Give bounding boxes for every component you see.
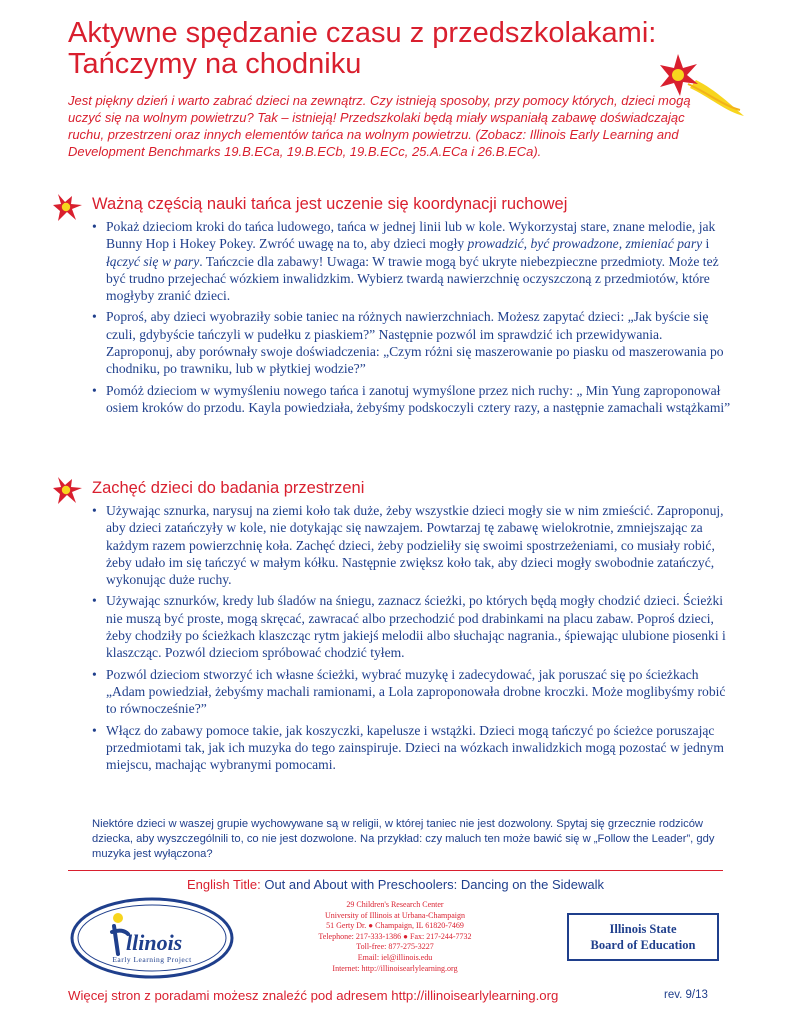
isbe-logo-line2: Board of Education [590,938,696,952]
contact-email: Email: iel@illinois.edu [357,952,433,962]
page-title-line2: Tańczymy na chodniku [68,48,362,80]
list-item: • Pomóż dzieciom w wymyśleniu nowego tańca i zanotuj wymyślone przez nich ruchy: „ Min Yung zaproponował osiem kroków do przodu. Kayla powiedziała, żebyśmy podskoczyli cztery razy, a następnie zamachali wstążkami” [92,382,732,417]
english-title [68,877,723,892]
contact-website: Internet: http://illinoisearlylearning.org [332,963,458,973]
list-item: • Pozwól dzieciom stworzyć ich własne ścieżki, wybrać muzykę i zadecydować, jak poruszać się po ścieżkach „Adam powiedział, żebyśmy machali ramionami, a Lola zaproponowała drobne kroczki. Może moglibyśmy robić to równocześnie?” [92,666,732,718]
coordination-list [92,218,732,420]
list-item: • Pokaż dzieciom kroki do tańca ludowego, tańca w jednej linii lub w kole. Wykorzystaj stare, znane melodie, jak Bunny Hop i Hokey Pokey. Zwróć uwagę na to, aby dzieci mogły prowadzić, być prowadzone, zmieniać pary i łączyć się w pary. Tańczcie dla zabawy! Uwaga: W trawie mogą być ukryte niebezpieczne przedmioty. Może też być trudno przejechać wózkiem inwalidzkim. Wybierz twardą nawierzchnię oczyszczoną z przedmiotów, które mogłyby zranić dzieci. [92,218,732,304]
list-item: • Poproś, aby dzieci wyobraziły sobie taniec na różnych nawierzchniach. Możesz zapytać dzieci: „Jak byście się czuli, gdybyście tańczyli w pudełku z piaskiem?” Następnie pozwól im sprawdzić ich przewidywania. Zaproponuj, aby porównały swoje doświadczenia: „Czym różni się maszerowanie po piasku od maszerowania po chodniku, po trawniku, lub w płytkiej wodzie?” [92,308,732,377]
contact-line: University of Illinois at Urbana-Champaign [325,910,465,920]
divider [68,870,723,871]
revision-label: rev. 9/13 [664,989,708,1001]
contact-line: Toll-free: 877-275-3227 [356,942,434,952]
english-title-label: English Title: [187,877,261,892]
star-bullet-icon [52,193,86,223]
isbe-logo [567,913,719,961]
star-bullet-icon [52,476,86,506]
footer-text: Więcej stron z poradami możesz znaleźć pod adresem http://illinoisearlylearning.org [68,988,559,1003]
contact-line: 51 Gerty Dr. ● Champaign, IL 61820-7469 [326,921,464,931]
isbe-logo-line1: Illinois State [609,922,677,936]
logo-left-main: llinois [126,930,183,955]
illinois-early-learning-logo [68,896,236,980]
list-item: • Używając sznurków, kredy lub śladów na śniegu, zaznacz ścieżki, po których będą mogły chodzić dzieci. Ścieżki nie muszą być proste, mogą skręcać, zawracać albo przechodzić pod drabinkami na placu zabaw. Poproś dzieci, żeby chodziły po ścieżkach klaszcząc rytm jakiejś melodii albo słuchając nagrania., śpiewając ulubione piosenki i klaszcząc. Pozwól dzieciom spróbować chodzić tyłem. [92,592,732,661]
religion-note: Niektóre dzieci w waszej grupie wychowywane są w religii, w której taniec nie jest dozwolony. Spytaj się grzecznie rodziców dziecka, aby wyszczególnili to, co nie jest dozwolone. Na przykład: czy maluch ten może bawić się w „Follow the Leader”, gdy muzyka jest wyłączona? [92,818,715,860]
contact-block [280,900,510,974]
contact-line: Telephone: 217-333-1386 ● Fax: 217-244-7732 [318,931,472,941]
page-title [68,18,728,80]
logo-left-sub: Early Learning Project [112,955,192,964]
list-item: • Używając sznurka, narysuj na ziemi koło tak duże, żeby wszystkie dzieci mogły sie w nim zmieścić. Zaproponuj, aby dzieci zatańczyły w kole, nie dotykając się nawzajem. Powtarzaj tę zabawę wielokrotnie, zmniejszając za każdym razem powierzchnię koła. Zachęć dzieci, żeby podzieliły się swoimi spostrzeżeniami, co musiały robić, żeby udało im się tańczyć w małym kółku. Następnie zwiększ koło tak, aby dzieci mogły swobodnie zatańczyć, wykonując duże ruchy. [92,502,732,588]
english-title-text: Out and About with Preschoolers: Dancing on the Sidewalk [260,877,604,892]
section-heading-coordination: Ważną częścią nauki tańca jest uczenie się koordynacji ruchowej [92,195,568,213]
intro-text: Jest piękny dzień i warto zabrać dzieci na zewnątrz. Czy istnieją sposoby, przy pomocy których, dzieci mogą uczyć się na wolnym powietrzu? Tak – istnieją! Przedszkolaki będą miały wspaniałą zabawę doświadczając ruchu, przestrzeni oraz innych elementów tańca na wolnym powietrzu. (Zobacz: Illinois Early Learning and Development Benchmarks 19.B.ECa, 19.B.ECb, 19.B.ECc, 25.A.ECa i 26.B.ECa). [68,93,691,159]
list-item: • Włącz do zabawy pomoce takie, jak koszyczki, kapelusze i wstążki. Dzieci mogą tańczyć po ścieżce poruszając przedmiotami tak, jak ich muzyka do tego zainspiruje. Dzieci na wózkach inwalidzkich mogą pozostać w jednym miejscu, machając wybranymi pomocami. [92,722,732,774]
contact-line: 29 Children's Research Center [346,900,444,909]
space-list [92,502,732,777]
section-heading-space: Zachęć dzieci do badania przestrzeni [92,479,365,497]
page-title-line1: Aktywne spędzanie czasu z przedszkolakami: [68,17,657,49]
